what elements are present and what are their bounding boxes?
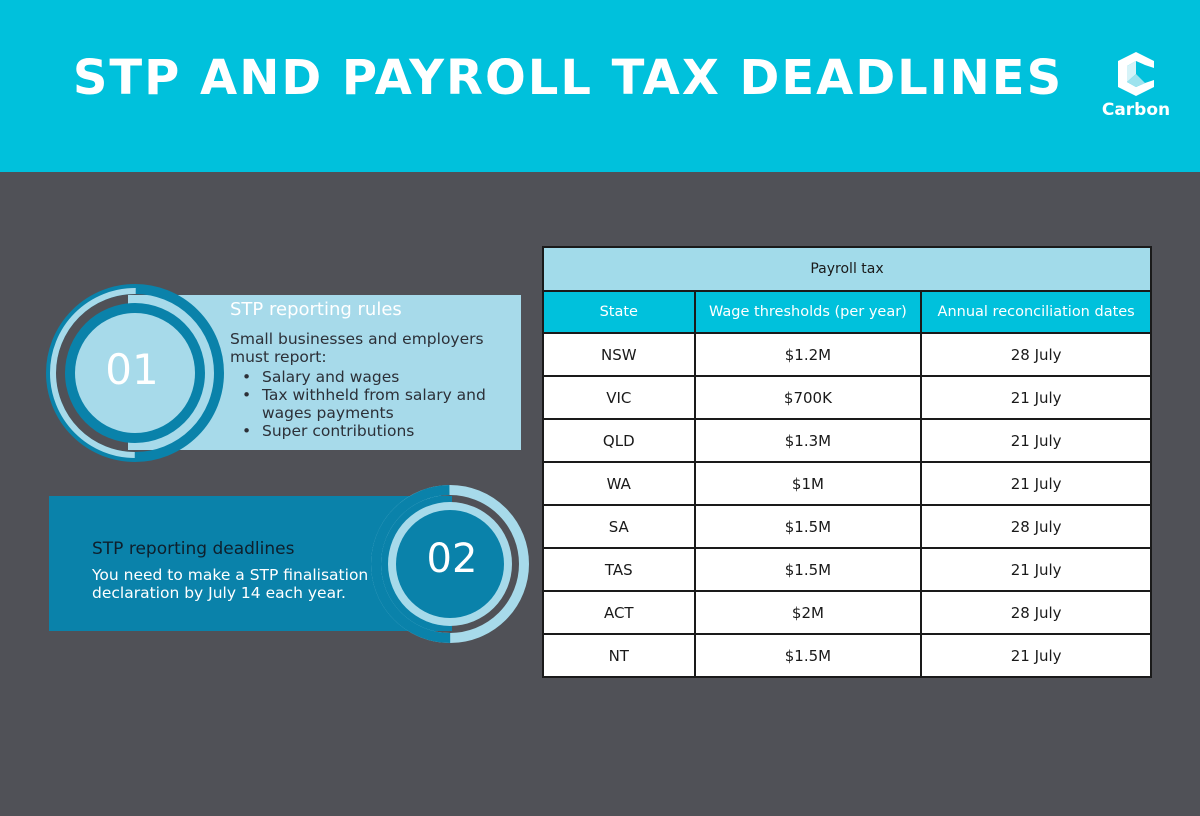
table-cell: $2M <box>695 591 922 634</box>
card1-list <box>242 368 524 440</box>
table-cell: WA <box>543 462 695 505</box>
card2-text: You need to make a STP finalisation declaration by July 14 each year. <box>92 566 369 602</box>
table-cell: $1M <box>695 462 922 505</box>
table-cell: $1.5M <box>695 548 922 591</box>
table-cell: NT <box>543 634 695 677</box>
payroll-tax-table <box>542 246 1152 678</box>
table-cell: 21 July <box>921 634 1151 677</box>
carbon-logo-icon <box>1118 52 1154 96</box>
column-header-state: State <box>543 291 695 333</box>
table-cell: $700K <box>695 376 922 419</box>
carbon-logo <box>1100 52 1172 126</box>
column-header-wage-thresholds: Wage thresholds (per year) <box>695 291 922 333</box>
table-cell: VIC <box>543 376 695 419</box>
table-row <box>543 462 1151 505</box>
table-row <box>543 333 1151 376</box>
list-item: • Salary and wages <box>242 368 524 386</box>
list-item: • Tax withheld from salary and wages payments <box>242 386 524 422</box>
table-row <box>543 591 1151 634</box>
table-row <box>543 634 1151 677</box>
table-cell: 21 July <box>921 548 1151 591</box>
table-cell: 28 July <box>921 333 1151 376</box>
header-banner <box>0 0 1200 172</box>
table-row <box>543 376 1151 419</box>
table-row <box>543 548 1151 591</box>
table-row <box>543 505 1151 548</box>
table-cell: 21 July <box>921 462 1151 505</box>
table-cell: ACT <box>543 591 695 634</box>
card1-number: 01 <box>105 345 159 394</box>
table-caption: Payroll tax <box>543 247 1151 291</box>
table-cell: QLD <box>543 419 695 462</box>
table-cell: $1.5M <box>695 634 922 677</box>
card2-title: STP reporting deadlines <box>92 539 295 559</box>
table-cell: NSW <box>543 333 695 376</box>
card1-title: STP reporting rules <box>230 299 402 320</box>
table-cell: 21 July <box>921 419 1151 462</box>
table-cell: TAS <box>543 548 695 591</box>
card2-number: 02 <box>426 536 478 582</box>
column-header-reconciliation-dates: Annual reconciliation dates <box>921 291 1151 333</box>
list-item: • Super contributions <box>242 422 524 440</box>
page-title: STP AND PAYROLL TAX DEADLINES <box>72 50 1064 106</box>
table-row <box>543 419 1151 462</box>
table-cell: 21 July <box>921 376 1151 419</box>
table-cell: $1.2M <box>695 333 922 376</box>
table-cell: $1.5M <box>695 505 922 548</box>
card1-text: Small businesses and employers must report: <box>230 330 484 366</box>
table-cell: 28 July <box>921 505 1151 548</box>
table-cell: SA <box>543 505 695 548</box>
table-cell: $1.3M <box>695 419 922 462</box>
logo-text: Carbon <box>1101 100 1171 120</box>
table-cell: 28 July <box>921 591 1151 634</box>
